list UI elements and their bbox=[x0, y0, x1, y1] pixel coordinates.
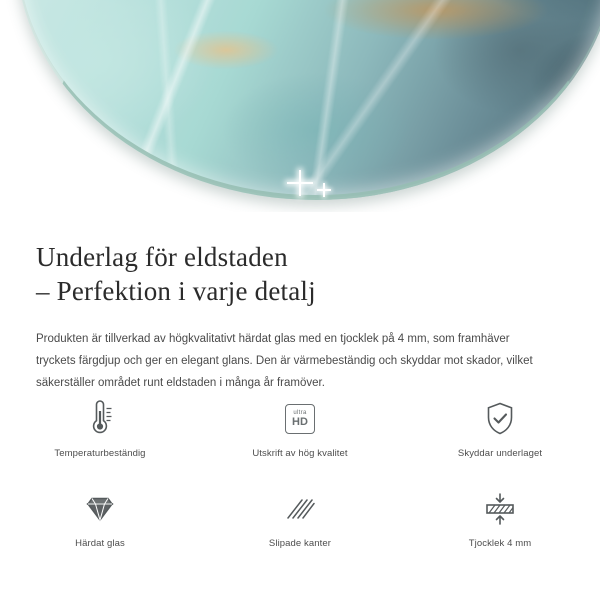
feature-item-temperature bbox=[0, 390, 200, 480]
feature-label: Tjocklek 4 mm bbox=[468, 538, 532, 549]
marble-glass-plate bbox=[16, 0, 600, 200]
feature-item-protection bbox=[400, 390, 600, 480]
page-title-line-1: Underlag för eldstaden bbox=[36, 242, 288, 272]
feature-label: Utskrift av hög kvalitet bbox=[252, 448, 348, 459]
page-title bbox=[36, 240, 600, 308]
diamond-icon bbox=[81, 486, 119, 532]
shield-check-icon bbox=[483, 396, 517, 442]
feature-label: Temperaturbeständig bbox=[54, 448, 146, 459]
feature-label: Skyddar underlaget bbox=[457, 448, 543, 459]
feature-item-polished-edges bbox=[200, 480, 400, 570]
hero-image bbox=[0, 0, 600, 212]
badge-top-text: ultra bbox=[293, 410, 307, 416]
body-paragraph: Produkten är tillverkad av högkvalitativt härdat glas med en tjocklek på 4 mm, som framhäver tryckets färgdjup och ger en elegant glans. Den är värmebeständig och skyddar mot skador, vilket säkerställer området runt eldstaden i många år framöver. bbox=[36, 333, 533, 389]
feature-item-print-quality bbox=[200, 390, 400, 480]
feature-label: Slipade kanter bbox=[268, 538, 332, 549]
feature-item-tempered-glass bbox=[0, 480, 200, 570]
thickness-arrows-icon bbox=[480, 486, 520, 532]
page-title-line-2: – Perfektion i varje detalj bbox=[36, 276, 316, 306]
badge-bottom-text: HD bbox=[292, 416, 308, 428]
thermometer-icon bbox=[83, 396, 117, 442]
content-block bbox=[0, 212, 600, 394]
feature-item-thickness bbox=[400, 480, 600, 570]
ultra-hd-badge-icon bbox=[285, 396, 315, 442]
feature-label: Härdat glas bbox=[75, 538, 125, 549]
feature-grid bbox=[0, 390, 600, 570]
polished-edges-icon bbox=[282, 486, 318, 532]
